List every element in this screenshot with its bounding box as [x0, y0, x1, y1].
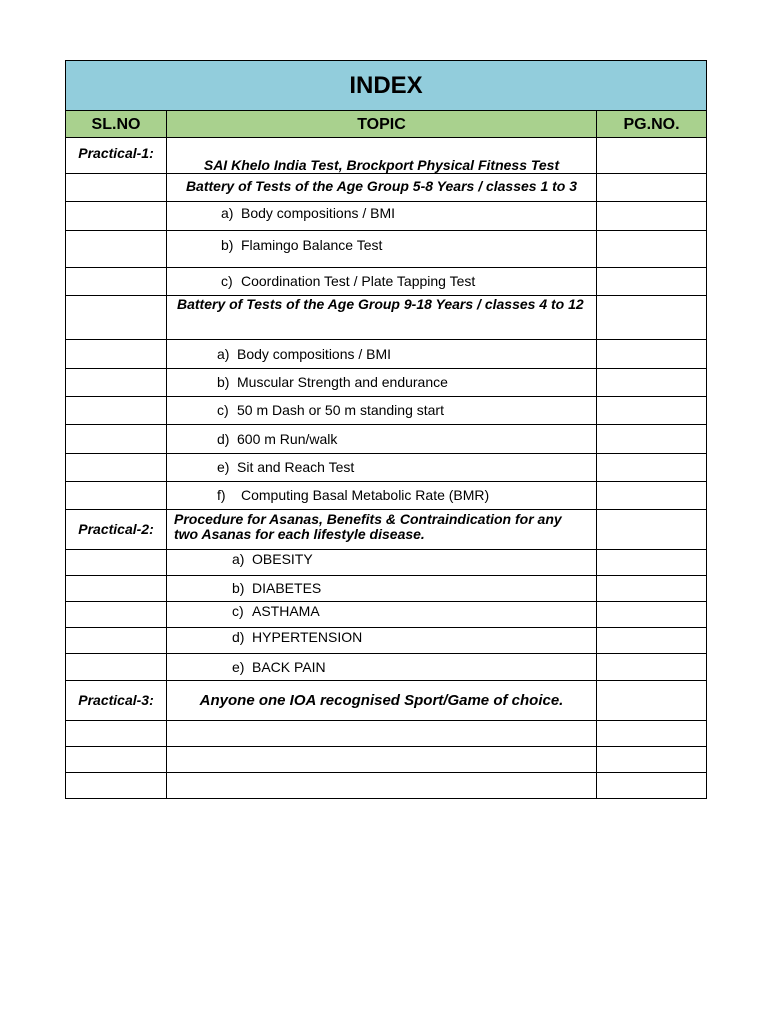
- item-text: HYPERTENSION: [252, 629, 363, 645]
- topic-cell: [167, 721, 597, 747]
- table-row: [66, 454, 707, 482]
- slno-cell: [66, 482, 167, 510]
- table-row: [66, 174, 707, 202]
- index-title: INDEX: [66, 61, 707, 111]
- slno-cell: [66, 454, 167, 482]
- slno-cell: [66, 773, 167, 799]
- item-text: Body compositions / BMI: [237, 345, 392, 362]
- table-row: [66, 268, 707, 296]
- item-letter: a): [232, 551, 245, 567]
- page-number-cell: [597, 602, 707, 628]
- header-pgno: PG.NO.: [597, 111, 707, 138]
- header-topic: TOPIC: [167, 111, 597, 138]
- slno-cell: [66, 268, 167, 296]
- list-item: [167, 268, 597, 296]
- item-text: Coordination Test / Plate Tapping Test: [241, 273, 476, 289]
- slno-cell: [66, 576, 167, 602]
- topic-cell: [167, 773, 597, 799]
- practical-2-heading: [167, 510, 597, 550]
- slno-cell: [66, 602, 167, 628]
- table-row: [66, 510, 707, 550]
- item-text: OBESITY: [252, 551, 313, 567]
- table-row: [66, 602, 707, 628]
- item-text: Sit and Reach Test: [237, 459, 355, 475]
- page-number-cell: [597, 397, 707, 425]
- item-letter: c): [217, 402, 229, 418]
- practical-2-heading-line-2: two Asanas for each lifestyle disease.: [174, 526, 425, 542]
- page-number-cell: [597, 296, 707, 340]
- item-text: DIABETES: [252, 580, 322, 596]
- item-text: Flamingo Balance Test: [241, 237, 383, 253]
- slno-cell: [66, 340, 167, 369]
- page-number-cell: [597, 268, 707, 296]
- title-row: [66, 61, 707, 111]
- slno-cell: [66, 397, 167, 425]
- slno-cell: [66, 425, 167, 454]
- table-row: [66, 681, 707, 721]
- page-number-cell: [597, 654, 707, 681]
- item-letter: c): [232, 603, 244, 619]
- item-letter: d): [232, 629, 245, 645]
- item-letter: a): [217, 345, 230, 362]
- page-number-cell: [597, 628, 707, 654]
- slno-cell: [66, 296, 167, 340]
- list-item: [167, 550, 597, 576]
- page-number-cell: [597, 721, 707, 747]
- slno-cell: [66, 628, 167, 654]
- list-item: [167, 576, 597, 602]
- list-item: [167, 202, 597, 231]
- page-number-cell: [597, 482, 707, 510]
- table-row: [66, 773, 707, 799]
- table-row: [66, 425, 707, 454]
- table-row: [66, 397, 707, 425]
- item-text: 600 m Run/walk: [237, 430, 338, 447]
- page-number-cell: [597, 202, 707, 231]
- table-row: [66, 296, 707, 340]
- item-letter: b): [232, 580, 245, 596]
- header-slno: SL.NO: [66, 111, 167, 138]
- page-number-cell: [597, 773, 707, 799]
- item-letter: e): [232, 658, 245, 675]
- item-text: Body compositions / BMI: [241, 205, 396, 221]
- slno-cell: [66, 654, 167, 681]
- table-row: [66, 550, 707, 576]
- item-text: Computing Basal Metabolic Rate (BMR): [241, 487, 490, 503]
- item-letter: a): [221, 205, 234, 221]
- page-number-cell: [597, 340, 707, 369]
- table-row: [66, 202, 707, 231]
- header-row: [66, 111, 707, 138]
- slno-cell: [66, 721, 167, 747]
- slno-cell: [66, 369, 167, 397]
- group-1-heading: Battery of Tests of the Age Group 5-8 Years / classes 1 to 3: [167, 174, 597, 202]
- table-row: [66, 231, 707, 268]
- item-text: Muscular Strength and endurance: [237, 374, 448, 390]
- list-item: [167, 454, 597, 482]
- item-letter: e): [217, 459, 230, 475]
- item-text: 50 m Dash or 50 m standing start: [237, 402, 444, 418]
- page-number-cell: [597, 231, 707, 268]
- list-item: [167, 397, 597, 425]
- page-number-cell: [597, 576, 707, 602]
- practical-2-heading-line-1: Procedure for Asanas, Benefits & Contraindication for any: [174, 511, 562, 527]
- group-2-heading: Battery of Tests of the Age Group 9-18 Years / classes 4 to 12: [167, 296, 597, 340]
- slno-cell: [66, 202, 167, 231]
- list-item: [167, 231, 597, 268]
- slno-cell: [66, 231, 167, 268]
- table-row: [66, 369, 707, 397]
- page-number-cell: [597, 681, 707, 721]
- table-row: [66, 747, 707, 773]
- list-item: [167, 482, 597, 510]
- item-letter: d): [217, 430, 230, 447]
- table-row: [66, 340, 707, 369]
- practical-3-heading: Anyone one IOA recognised Sport/Game of choice.: [167, 681, 597, 721]
- table-row: [66, 576, 707, 602]
- table-row: [66, 482, 707, 510]
- list-item: [167, 628, 597, 654]
- page-number-cell: [597, 369, 707, 397]
- item-letter: b): [221, 237, 234, 253]
- practical-3-label: Practical-3:: [66, 681, 167, 721]
- item-letter: b): [217, 374, 230, 390]
- item-text: ASTHAMA: [252, 603, 320, 619]
- index-table: [65, 60, 707, 799]
- table-row: [66, 628, 707, 654]
- item-letter: f): [217, 487, 226, 503]
- page-number-cell: [597, 174, 707, 202]
- item-letter: c): [221, 273, 233, 289]
- page-number-cell: [597, 510, 707, 550]
- page-number-cell: [597, 454, 707, 482]
- page-number-cell: [597, 550, 707, 576]
- page-number-cell: [597, 425, 707, 454]
- practical-1-heading: SAI Khelo India Test, Brockport Physical Fitness Test: [167, 138, 597, 174]
- item-text: BACK PAIN: [252, 658, 326, 675]
- practical-2-label: Practical-2:: [66, 510, 167, 550]
- table-row: [66, 138, 707, 174]
- table-row: [66, 721, 707, 747]
- list-item: [167, 654, 597, 681]
- page-number-cell: [597, 747, 707, 773]
- table-row: [66, 654, 707, 681]
- topic-cell: [167, 747, 597, 773]
- slno-cell: [66, 174, 167, 202]
- page-number-cell: [597, 138, 707, 174]
- list-item: [167, 340, 597, 369]
- slno-cell: [66, 550, 167, 576]
- list-item: [167, 369, 597, 397]
- list-item: [167, 425, 597, 454]
- slno-cell: [66, 747, 167, 773]
- practical-1-label: Practical-1:: [66, 138, 167, 174]
- list-item: [167, 602, 597, 628]
